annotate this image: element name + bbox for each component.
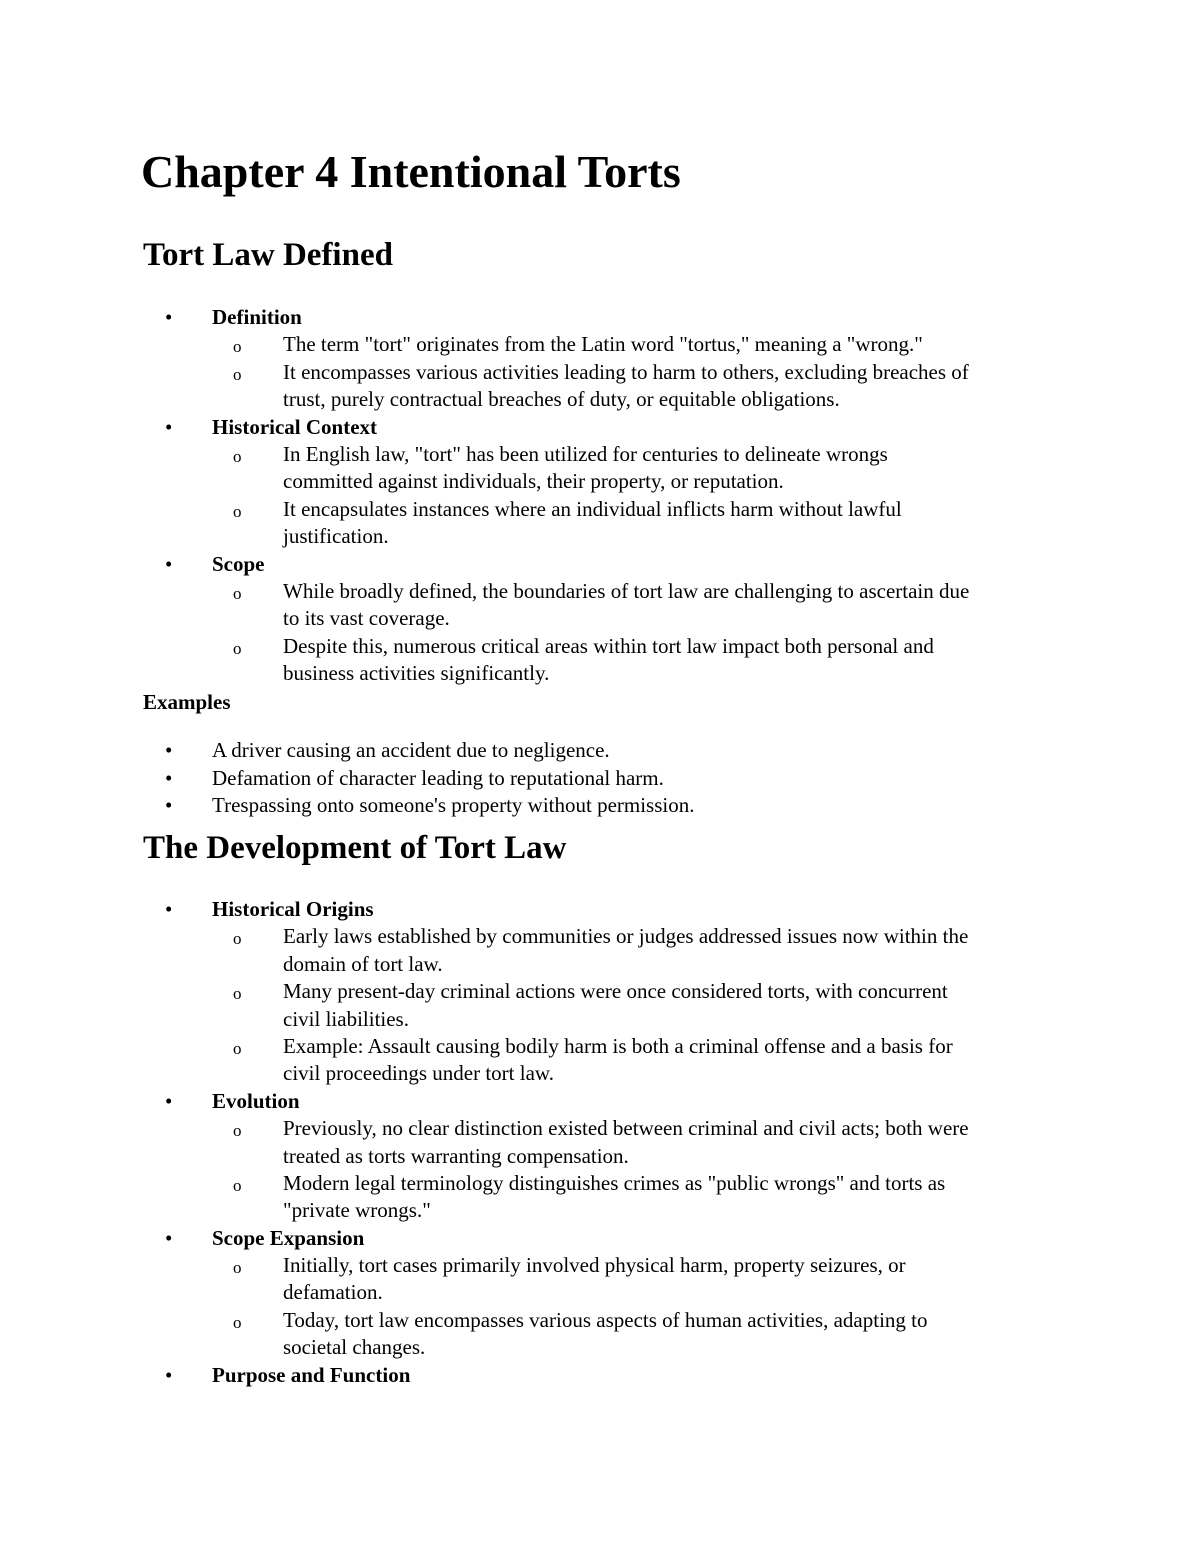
list-item xyxy=(0,414,1200,441)
section-heading-tort-law-defined: Tort Law Defined xyxy=(143,237,393,273)
sub-item-text: committed against individuals, their property, or reputation. xyxy=(283,469,784,494)
tort-law-defined-list xyxy=(0,304,1200,687)
section-heading-development: The Development of Tort Law xyxy=(143,830,567,866)
sub-list-item-continuation xyxy=(0,523,1200,550)
examples-heading: Examples xyxy=(143,690,231,714)
sub-list-item-continuation xyxy=(0,1006,1200,1033)
sub-bullet-marker: o xyxy=(233,501,242,521)
sub-list-item-continuation xyxy=(0,1197,1200,1224)
bullet-marker: • xyxy=(165,1362,173,1387)
sub-item-text: While broadly defined, the boundaries of tort law are challenging to ascertain due xyxy=(283,578,970,603)
item-label: Purpose and Function xyxy=(212,1362,411,1387)
example-text: Trespassing onto someone's property without permission. xyxy=(212,793,695,818)
sub-item-text: Today, tort law encompasses various aspects of human activities, adapting to xyxy=(283,1307,928,1332)
sub-item-text: The term "tort" originates from the Latin word "tortus," meaning a "wrong." xyxy=(283,332,923,357)
item-label: Definition xyxy=(212,305,302,329)
sub-item-text: to its vast coverage. xyxy=(283,606,450,631)
sub-list-item xyxy=(0,978,1200,1005)
sub-list-item xyxy=(0,359,1200,386)
list-item xyxy=(0,304,1200,331)
sub-item-text: Early laws established by communities or judges addressed issues now within the xyxy=(283,924,969,949)
sub-list-item-continuation xyxy=(0,951,1200,978)
sub-list-item xyxy=(0,441,1200,468)
sub-list-item xyxy=(0,496,1200,523)
sub-bullet-marker: o xyxy=(233,446,242,466)
sub-item-text: domain of tort law. xyxy=(283,951,443,976)
item-label: Scope xyxy=(212,551,265,576)
sub-item-text: It encompasses various activities leading to harm to others, excluding breaches of xyxy=(283,359,969,384)
list-item xyxy=(0,1362,1200,1389)
sub-item-text: societal changes. xyxy=(283,1335,426,1360)
list-item xyxy=(0,1088,1200,1115)
sub-bullet-marker: o xyxy=(233,1258,242,1278)
sub-bullet-marker: o xyxy=(233,984,242,1004)
spacer xyxy=(0,716,1200,737)
sub-item-text: justification. xyxy=(283,524,389,549)
sub-bullet-marker: o xyxy=(233,1312,242,1332)
sub-item-text: Many present-day criminal actions were once considered torts, with concurrent xyxy=(283,979,948,1004)
sub-list-item xyxy=(0,633,1200,660)
sub-item-text: In English law, "tort" has been utilized for centuries to delineate wrongs xyxy=(283,441,888,466)
example-text: A driver causing an accident due to negligence. xyxy=(212,738,610,763)
sub-list-item xyxy=(0,1115,1200,1142)
bullet-marker: • xyxy=(165,551,173,576)
sub-list-item xyxy=(0,923,1200,950)
sub-bullet-marker: o xyxy=(233,583,242,603)
sub-list-item xyxy=(0,1170,1200,1197)
sub-item-text: defamation. xyxy=(283,1280,383,1305)
bullet-marker: • xyxy=(165,1225,173,1250)
sub-list-item xyxy=(0,1252,1200,1279)
sub-item-text: business activities significantly. xyxy=(283,661,550,686)
examples-heading-row xyxy=(0,689,1200,716)
sub-item-text: It encapsulates instances where an individual inflicts harm without lawful xyxy=(283,496,902,521)
example-item xyxy=(0,792,1200,819)
sub-item-text: civil proceedings under tort law. xyxy=(283,1061,554,1086)
example-item xyxy=(0,737,1200,764)
bullet-marker: • xyxy=(165,738,173,763)
sub-bullet-marker: o xyxy=(233,929,242,949)
sub-bullet-marker: o xyxy=(233,638,242,658)
sub-list-item-continuation xyxy=(0,468,1200,495)
examples-section xyxy=(0,689,1200,820)
document-title: Chapter 4 Intentional Torts xyxy=(141,146,681,197)
example-text: Defamation of character leading to reputational harm. xyxy=(212,765,664,790)
sub-item-text: trust, purely contractual breaches of duty, or equitable obligations. xyxy=(283,387,840,412)
item-label: Scope Expansion xyxy=(212,1225,365,1250)
sub-list-item-continuation xyxy=(0,1279,1200,1306)
sub-item-text: Initially, tort cases primarily involved physical harm, property seizures, or xyxy=(283,1253,906,1278)
sub-item-text: Modern legal terminology distinguishes crimes as "public wrongs" and torts as xyxy=(283,1170,946,1195)
sub-list-item xyxy=(0,331,1200,358)
bullet-marker: • xyxy=(165,305,173,329)
item-label: Historical Origins xyxy=(212,897,374,921)
sub-bullet-marker: o xyxy=(233,1121,242,1141)
example-item xyxy=(0,765,1200,792)
sub-bullet-marker: o xyxy=(233,1175,242,1195)
sub-list-item-continuation xyxy=(0,386,1200,413)
item-label: Evolution xyxy=(212,1088,300,1113)
bullet-marker: • xyxy=(165,765,173,790)
sub-item-text: Example: Assault causing bodily harm is both a criminal offense and a basis for xyxy=(283,1033,953,1058)
sub-item-text: civil liabilities. xyxy=(283,1006,409,1031)
sub-bullet-marker: o xyxy=(233,337,242,357)
sub-item-text: Despite this, numerous critical areas within tort law impact both personal and xyxy=(283,633,934,658)
sub-bullet-marker: o xyxy=(233,364,242,384)
sub-list-item-continuation xyxy=(0,605,1200,632)
bullet-marker: • xyxy=(165,1088,173,1113)
list-item xyxy=(0,551,1200,578)
sub-list-item-continuation xyxy=(0,660,1200,687)
sub-list-item-continuation xyxy=(0,1334,1200,1361)
sub-list-item xyxy=(0,578,1200,605)
sub-item-text: treated as torts warranting compensation. xyxy=(283,1143,629,1168)
sub-item-text: "private wrongs." xyxy=(283,1198,431,1223)
sub-item-text: Previously, no clear distinction existed between criminal and civil acts; both were xyxy=(283,1116,969,1141)
list-item xyxy=(0,1225,1200,1252)
list-item xyxy=(0,896,1200,923)
sub-list-item-continuation xyxy=(0,1143,1200,1170)
sub-list-item-continuation xyxy=(0,1060,1200,1087)
sub-list-item xyxy=(0,1307,1200,1334)
bullet-marker: • xyxy=(165,897,173,921)
item-label: Historical Context xyxy=(212,414,378,439)
sub-list-item xyxy=(0,1033,1200,1060)
development-list xyxy=(0,896,1200,1389)
bullet-marker: • xyxy=(165,414,173,439)
sub-bullet-marker: o xyxy=(233,1038,242,1058)
bullet-marker: • xyxy=(165,793,173,818)
